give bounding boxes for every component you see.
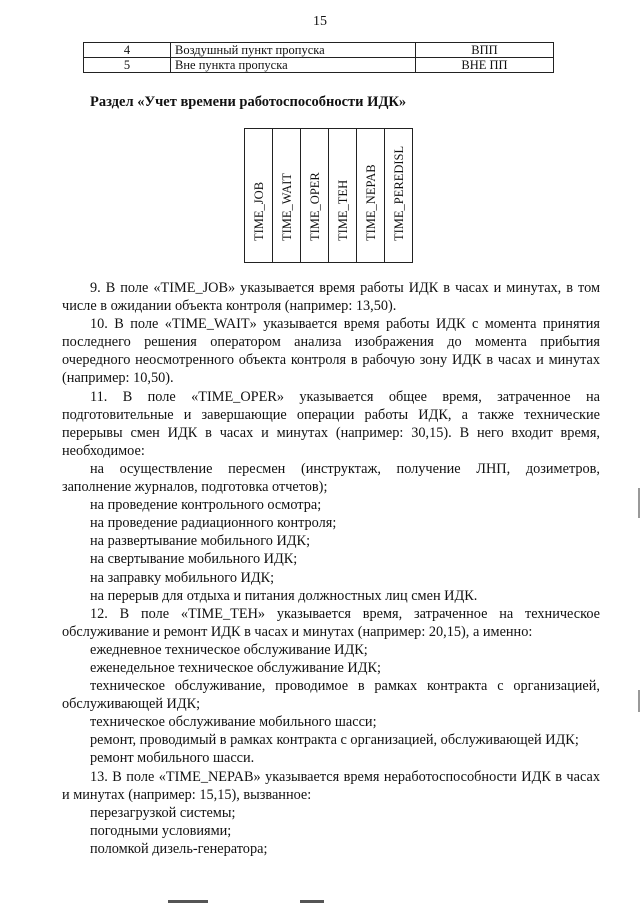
- paragraph: 13. В поле «TIME_NEPAB» указывается время неработоспособности ИДК в часах и минутах (например: 15,15), вызванное:: [62, 768, 600, 803]
- paragraph: еженедельное техническое обслуживание ИДК;: [90, 659, 382, 676]
- row-number: 4: [84, 43, 171, 58]
- paragraph: поломкой дизель-генератора;: [90, 840, 268, 857]
- paragraph: техническое обслуживание мобильного шасси;: [90, 714, 377, 731]
- row-code: ВПП: [416, 43, 554, 58]
- scan-bottom-mark: [300, 900, 324, 903]
- field-name: TIME_JOB: [251, 181, 266, 241]
- paragraph: 10. В поле «TIME_WAIT» указывается время работы ИДК с момента принятия последнего решения оператором анализа изображения до момента прибытия очередного неосмотренного объекта контроля в рабочую зону ИДК в часах и минутах (например: 10,50).: [62, 316, 600, 387]
- paragraph: на развертывание мобильного ИДК;: [90, 533, 311, 550]
- paragraph: погодными условиями;: [90, 822, 232, 839]
- page-number: 15: [313, 14, 327, 29]
- row-number: 5: [84, 58, 171, 73]
- location-type-table: [83, 42, 554, 73]
- paragraph: 11. В поле «TIME_OPER» указывается общее время, затраченное на подготовительные и завершающие операции работы ИДК, а также технические перерывы смен ИДК в часах и минутах (например: 30,15). В него входит время, необходимое:: [62, 388, 600, 459]
- table-row: [84, 43, 554, 58]
- paragraph: на свертывание мобильного ИДК;: [90, 551, 298, 568]
- paragraph: на проведение радиационного контроля;: [90, 515, 337, 532]
- paragraph: ремонт мобильного шасси.: [90, 750, 255, 767]
- body-text: [62, 279, 600, 858]
- field-name: TIME_TEH: [335, 179, 350, 241]
- field-name: TIME_NEPAB: [363, 164, 378, 241]
- paragraph: на проведение контрольного осмотра;: [90, 497, 322, 514]
- paragraph: 9. В поле «TIME_JOB» указывается время работы ИДК в часах и минутах, в том числе в ожидании объекта контроля (например: 13,50).: [62, 280, 600, 315]
- field-name: TIME_WAIT: [279, 172, 294, 241]
- field-cell: [357, 129, 385, 263]
- field-cell: [385, 129, 413, 263]
- field-name: TIME_PEREDISL: [391, 145, 406, 241]
- row-name: Воздушный пункт пропуска: [171, 43, 416, 58]
- field-cell: [273, 129, 301, 263]
- row-code: ВНЕ ПП: [416, 58, 554, 73]
- row-name: Вне пункта пропуска: [171, 58, 416, 73]
- table-row: [84, 58, 554, 73]
- paragraph: ремонт, проводимый в рамках контракта с организацией, обслуживающей ИДК;: [90, 732, 579, 749]
- field-header-table: [244, 128, 413, 263]
- paragraph: на осуществление пересмен (инструктаж, получение ЛНП, дозиметров, заполнение журналов, подготовка отчетов);: [62, 460, 600, 496]
- paragraph: на заправку мобильного ИДК;: [90, 569, 275, 586]
- section-title: Раздел «Учет времени работоспособности ИДК»: [90, 94, 407, 110]
- field-name: TIME_OPER: [307, 172, 322, 241]
- paragraph: на перерыв для отдыха и питания должностных лиц смен ИДК.: [90, 587, 478, 604]
- paragraph: ежедневное техническое обслуживание ИДК;: [90, 641, 368, 658]
- paragraph: техническое обслуживание, проводимое в рамках контракта с организацией, обслуживающей ИДК;: [62, 678, 600, 713]
- field-cell: [329, 129, 357, 263]
- paragraph: перезагрузкой системы;: [90, 804, 236, 821]
- paragraph: 12. В поле «TIME_TEH» указывается время, затраченное на техническое обслуживание и ремонт ИДК в часах и минутах (например: 20,15), а именно:: [62, 605, 600, 640]
- field-cell: [301, 129, 329, 263]
- field-cell: [245, 129, 273, 263]
- scan-bottom-mark: [168, 900, 208, 903]
